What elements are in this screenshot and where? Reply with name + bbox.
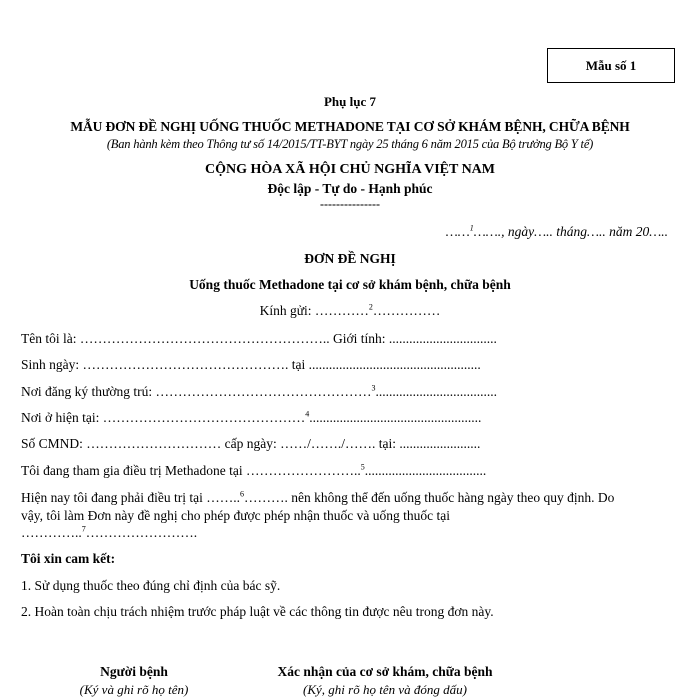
patient-signature-title: Người bệnh bbox=[100, 664, 168, 679]
nation-heading: CỘNG HÒA XÃ HỘI CHỦ NGHĨA VIỆT NAM bbox=[204, 162, 495, 177]
residence-line: Nơi đăng ký thường trú: …………………………………………$^3$.................................... bbox=[21, 383, 497, 399]
request-line-3: …………..$^7$……………………. bbox=[21, 524, 198, 540]
document-title: ĐƠN ĐỀ NGHỊ bbox=[304, 251, 396, 266]
patient-signature-note: (Ký và ghi rõ họ tên) bbox=[79, 682, 189, 697]
recipient-line: Kính gửi: …………$^2$…………… bbox=[259, 302, 441, 318]
treatment-line: Tôi đang tham gia điều trị Methadone tại ……………………..$^5$.................................... bbox=[21, 462, 487, 478]
appendix-label: Phụ lục 7 bbox=[323, 94, 376, 109]
issued-note: (Ban hành kèm theo Thông tư số 14/2015/TT-BYT ngày 25 tháng 6 năm 2015 của Bộ trưởng Bộ Y tế) bbox=[106, 137, 594, 151]
form-title: MẪU ĐƠN ĐỀ NGHỊ UỐNG THUỐC METHADONE TẠI CƠ SỞ KHÁM BỆNH, CHỮA BỆNH bbox=[70, 119, 630, 134]
document-subtitle: Uống thuốc Methadone tại cơ sở khám bệnh, chữa bệnh bbox=[189, 277, 511, 292]
form-number-box bbox=[547, 48, 675, 83]
request-line-2: vậy, tôi làm Đơn này đề nghị cho phép được phép nhận thuốc và uống thuốc tại bbox=[21, 508, 450, 523]
commitment-item: 1. Sử dụng thuốc theo đúng chỉ định của bác sỹ. bbox=[21, 578, 281, 593]
date-line: ……$^1$……., ngày….. tháng….. năm 20….. bbox=[445, 223, 668, 239]
motto: Độc lập - Tự do - Hạnh phúc bbox=[267, 181, 433, 196]
request-line-1: Hiện nay tôi đang phải điều trị tại ……..$^6$………. nên không thể đến uống thuốc hàng ngày theo quy định. Do bbox=[21, 489, 615, 505]
separator: --------------- bbox=[320, 197, 380, 211]
id-card-line: Số CMND: ………………………… cấp ngày: ……/……./……. tại: ........................ bbox=[21, 436, 481, 451]
birth-line: Sinh ngày: ………………………………………. tại ................................................... bbox=[21, 357, 481, 372]
facility-confirmation-title: Xác nhận của cơ sở khám, chữa bệnh bbox=[277, 664, 493, 679]
commitment-heading: Tôi xin cam kết: bbox=[21, 551, 116, 566]
name-gender-line: Tên tôi là: ……………………………………………….. Giới tính: ................................ bbox=[21, 331, 497, 346]
facility-confirmation-note: (Ký, ghi rõ họ tên và đóng dấu) bbox=[303, 682, 467, 697]
current-address-line: Nơi ở hiện tại: ………………………………………$^4$................................................... bbox=[21, 409, 482, 425]
commitment-item: 2. Hoàn toàn chịu trách nhiệm trước pháp luật về các thông tin được nêu trong đơn này. bbox=[21, 604, 494, 619]
form-number: Mẫu số 1 bbox=[585, 57, 637, 73]
